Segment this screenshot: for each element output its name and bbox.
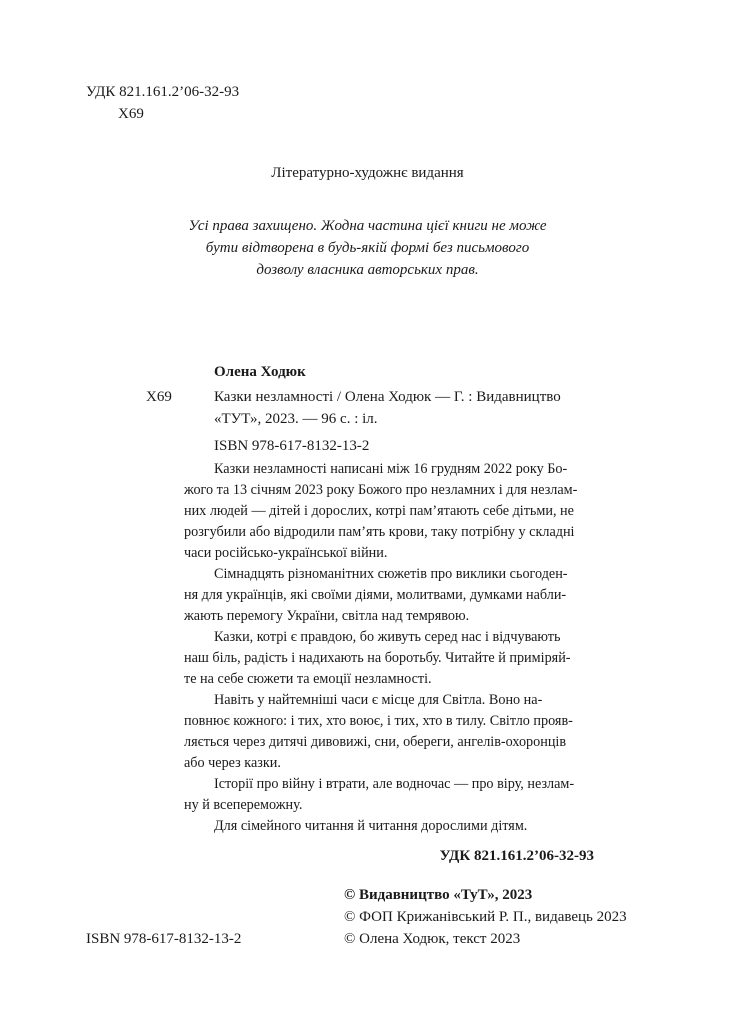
annotation-line: часи російсько-української війни.	[184, 545, 388, 561]
copyright-author: © Олена Ходюк, текст 2023	[344, 931, 521, 947]
annotation-line: наш біль, радість і надихають на боротьбу. Читайте й приміряй-	[184, 650, 571, 666]
annotation-line: розгубили або відродили пам’ять крови, таку потрібну у складні	[184, 524, 575, 540]
catalog-description-line-1: Казки незламності / Олена Ходюк — Г. : Видавництво	[214, 389, 561, 405]
annotation-line: Історії про війну і втрати, але водночас — про віру, незлам-	[214, 776, 575, 792]
rights-notice-line-2: бути відтворена в будь-якій формі без письмового	[205, 240, 530, 256]
annotation-line: Для сімейного читання й читання дорослими дітям.	[214, 818, 528, 834]
annotation-line: них людей — дітей і дорослих, котрі пам’ятають себе дітьми, не	[184, 503, 574, 519]
annotation-line: ну й всепереможну.	[184, 797, 303, 813]
genre-line: Літературно-художнє видання	[271, 165, 464, 181]
annotation-line: ня для українців, які своїми діями, молитвами, думками набли-	[184, 587, 567, 603]
annotation-line: Сімнадцять різноманітних сюжетів про виклики сьогоден-	[214, 566, 568, 582]
annotation-line: жого та 13 січням 2023 року Божого про незламних і для незлам-	[184, 482, 578, 498]
catalog-index-code: Х69	[146, 389, 172, 405]
catalog-udc: УДК 821.161.2’06-32-93	[439, 848, 594, 864]
copyright-publisher: © Видавництво «ТуТ», 2023	[344, 887, 533, 903]
isbn-bottom: ISBN 978-617-8132-13-2	[86, 931, 242, 947]
rights-notice-line-1: Усі права захищено. Жодна частина цієї книги не може	[188, 218, 547, 234]
rights-notice-line-3: дозволу власника авторських прав.	[256, 262, 479, 278]
annotation-line: те на себе сюжети та емоції незламності.	[184, 671, 432, 687]
catalog-author-heading: Олена Ходюк	[214, 364, 306, 380]
author-sign-top: Х69	[118, 106, 144, 122]
annotation-line: Навіть у найтемніші часи є місце для Світла. Воно на-	[214, 692, 543, 708]
annotation-line: Казки незламності написані між 16 грудням 2022 року Бо-	[214, 461, 568, 477]
annotation-line: жають перемогу України, світла над темрявою.	[184, 608, 470, 624]
annotation-line: ляється через дитячі дивовижі, сни, обереги, ангелів-охоронців	[184, 734, 567, 750]
catalog-isbn: ISBN 978-617-8132-13-2	[214, 438, 370, 454]
annotation-line: або через казки.	[184, 755, 281, 771]
catalog-description-line-2: «ТУТ», 2023. — 96 с. : іл.	[214, 411, 378, 427]
annotation-line: Казки, котрі є правдою, бо живуть серед нас і відчувають	[214, 629, 561, 645]
copyright-printer: © ФОП Крижанівський Р. П., видавець 2023	[344, 909, 627, 925]
annotation-line: повнює кожного: і тих, хто воює, і тих, хто в тилу. Світло прояв-	[184, 713, 573, 729]
udc-index-top: УДК 821.161.2’06-32-93	[86, 84, 240, 100]
